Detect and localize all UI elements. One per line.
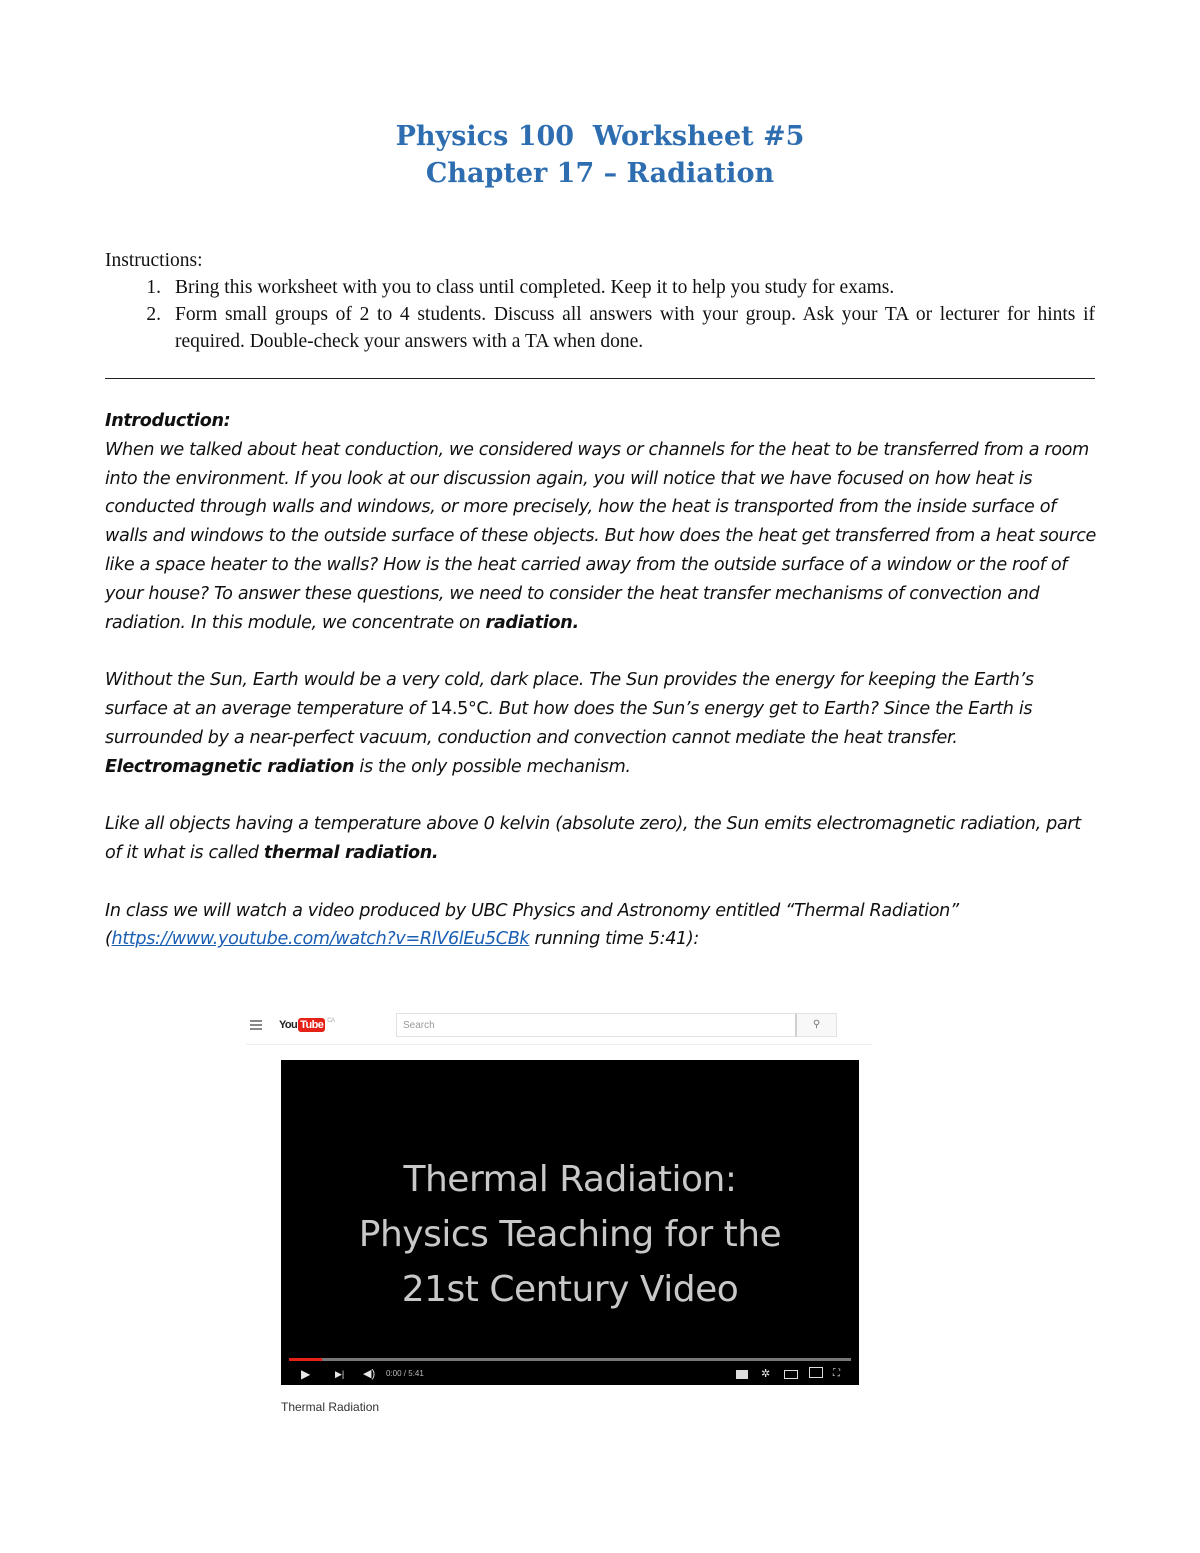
theater-mode-icon[interactable] <box>784 1368 798 1384</box>
emphasis-thermal-radiation: thermal radiation <box>263 842 432 863</box>
title-line-1: Physics 100 Worksheet #5 <box>395 121 805 152</box>
search-icon: ⚲ <box>812 1019 821 1030</box>
intro-paragraph-4: In class we will watch a video produced by UBC Physics and Astronomy entitled “Thermal Radiation” (https://www.youtube.com/watch?v=RlV6lEu5CBk running time 5:41): <box>105 900 959 950</box>
instruction-number: 1. <box>146 277 161 298</box>
search-input[interactable]: Search <box>396 1013 796 1037</box>
introduction-section <box>105 407 1100 983</box>
youtube-screenshot <box>246 1010 872 1414</box>
video-title-card: Thermal Radiation: Physics Teaching for the 21st Century Video <box>358 1159 782 1310</box>
emphasis-em-radiation: Electromagnetic radiation <box>105 756 355 777</box>
progress-bar[interactable] <box>289 1358 851 1361</box>
player-controls <box>281 1363 859 1385</box>
title-line-2: Chapter 17 – Radiation <box>425 158 775 189</box>
instruction-text: Form small groups of 2 to 4 students. Discuss all answers with your group. Ask your TA or lecturer for hints if required. Double-check your answers with a TA when done. <box>175 304 1095 352</box>
intro-paragraph-1: When we talked about heat conduction, we considered ways or channels for the heat to be transferred from a room into the environment. If you look at our discussion again, you will notice that we have focused on how heat is conducted through walls and windows, or more precisely, how the heat is transported from the inside surface of walls and windows to the outside surface of these objects. But how does the heat get transferred from a heat source like a space heater to the walls? How is the heat carried away from the outside surface of a window or the roof of your house? To answer these questions, we need to consider the heat transfer mechanisms of convection and radiation. In this module, we concentrate on radiation. <box>105 439 1096 633</box>
time-display: 0:00 / 5:41 <box>386 1369 424 1378</box>
instruction-item <box>105 301 1095 355</box>
fullscreen-icon[interactable]: ⛶ <box>833 1368 840 1379</box>
youtube-header <box>246 1010 872 1045</box>
hamburger-menu-icon[interactable] <box>250 1020 262 1032</box>
video-link[interactable]: https://www.youtube.com/watch?v=RlV6lEu5CBk <box>111 929 530 950</box>
cast-icon[interactable] <box>809 1367 823 1383</box>
introduction-heading: Introduction: <box>105 411 231 431</box>
intro-paragraph-3: Like all objects having a temperature above 0 kelvin (absolute zero), the Sun emits electromagnetic radiation, part of it what is called thermal radiation. <box>105 814 1081 863</box>
settings-gear-icon[interactable]: ✲ <box>761 1368 771 1380</box>
intro-paragraph-2: Without the Sun, Earth would be a very cold, dark place. The Sun provides the energy for keeping the Earth’s surface at an average temperature of 14.5°C. But how does the Sun’s energy get to Earth? Since the Earth is surrounded by a near-perfect vacuum, conduction and convection cannot mediate the heat transfer. Electromagnetic radiation is the only possible mechanism. <box>105 670 1034 777</box>
instruction-item <box>105 274 1095 301</box>
youtube-logo[interactable]: You Tube CA <box>279 1018 335 1031</box>
emphasis-radiation: radiation <box>485 612 573 633</box>
worksheet-title <box>0 118 1200 192</box>
instructions-label: Instructions: <box>105 250 203 271</box>
instructions-list <box>105 274 1095 355</box>
instruction-number: 2. <box>146 304 161 325</box>
search-button[interactable] <box>795 1013 837 1037</box>
volume-icon[interactable]: ◀) <box>363 1368 376 1380</box>
video-caption: Thermal Radiation <box>281 1400 380 1414</box>
play-icon[interactable]: ▶ <box>301 1367 311 1381</box>
video-player[interactable] <box>281 1060 859 1385</box>
instruction-text: Bring this worksheet with you to class until completed. Keep it to help you study for exams. <box>175 277 895 298</box>
temperature-value: 14.5°C <box>430 698 489 719</box>
section-divider <box>105 378 1095 379</box>
next-icon[interactable]: ▶| <box>335 1369 345 1379</box>
progress-fill <box>289 1358 322 1361</box>
subtitles-icon[interactable] <box>736 1368 748 1384</box>
instructions-section <box>105 247 1095 355</box>
